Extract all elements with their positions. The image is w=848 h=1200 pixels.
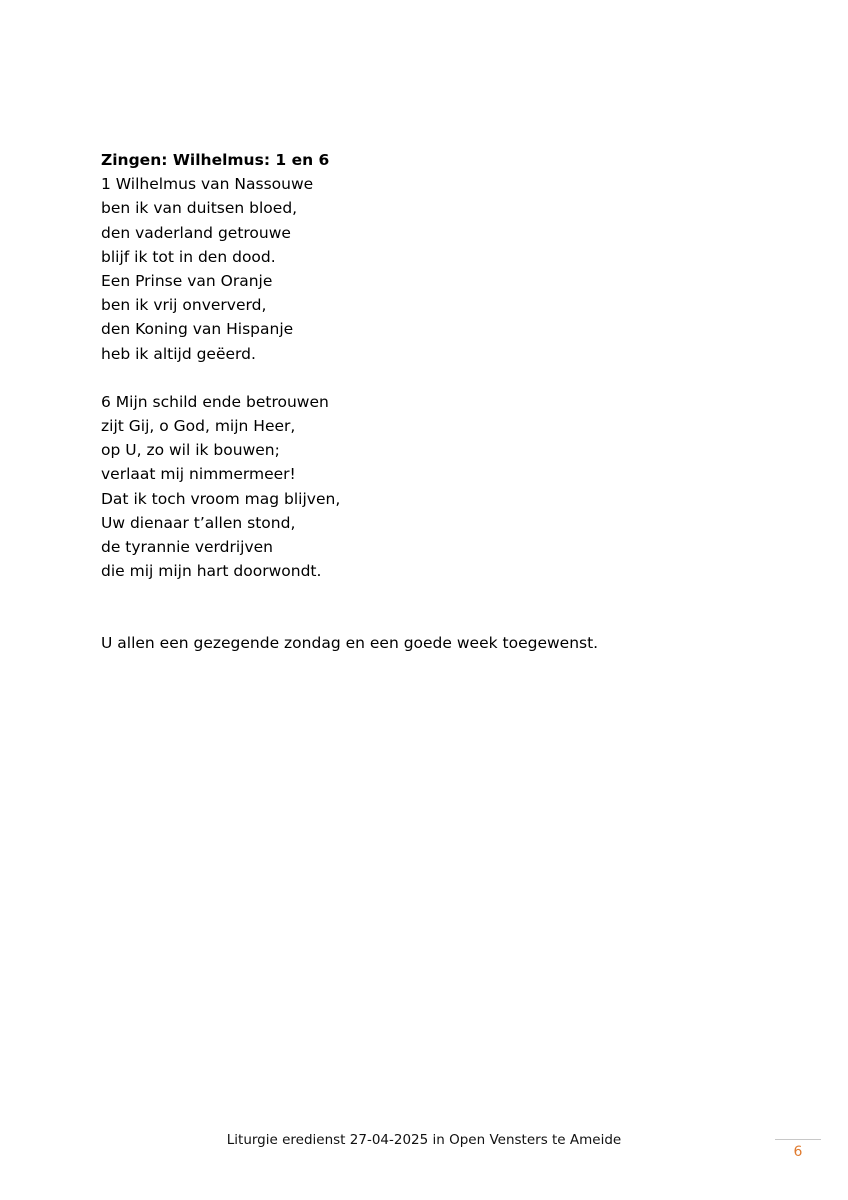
closing-greeting: U allen een gezegende zondag en een goede week toegewenst. <box>101 634 599 653</box>
stanza-line: op U, zo wil ik bouwen; <box>101 441 280 460</box>
stanza-1 <box>101 172 781 366</box>
stanza-line: 6 Mijn schild ende betrouwen <box>101 392 329 411</box>
stanza-line: ben ik vrij onververd, <box>101 296 267 315</box>
stanza-line: Dat ik toch vroom mag blijven, <box>101 489 341 508</box>
stanza-line: heb ik altijd geëerd. <box>101 344 256 363</box>
stanza-line: de tyrannie verdrijven <box>101 538 274 557</box>
song-heading: Zingen: Wilhelmus: 1 en 6 <box>101 151 330 169</box>
stanza-line: blijf ik tot in den dood. <box>101 247 276 266</box>
stanza-line: den Koning van Hispanje <box>101 320 294 339</box>
footer-text: Liturgie eredienst 27-04-2025 in Open Vensters te Ameide <box>226 1132 622 1148</box>
stanza-line: zijt Gij, o God, mijn Heer, <box>101 417 296 436</box>
stanza-line: ben ik van duitsen bloed, <box>101 199 298 218</box>
stanza-6 <box>101 390 781 584</box>
stanza-line: 1 Wilhelmus van Nassouwe <box>101 175 314 194</box>
stanza-line: Uw dienaar t’allen stond, <box>101 513 296 532</box>
stanza-line: verlaat mij nimmermeer! <box>101 465 296 484</box>
page-number: 6 <box>793 1144 803 1160</box>
stanza-line: die mij mijn hart doorwondt. <box>101 562 322 581</box>
stanza-line: Een Prinse van Oranje <box>101 272 273 291</box>
page-number-rule <box>775 1139 821 1140</box>
stanza-line: den vaderland getrouwe <box>101 223 291 242</box>
document-body <box>101 148 781 671</box>
